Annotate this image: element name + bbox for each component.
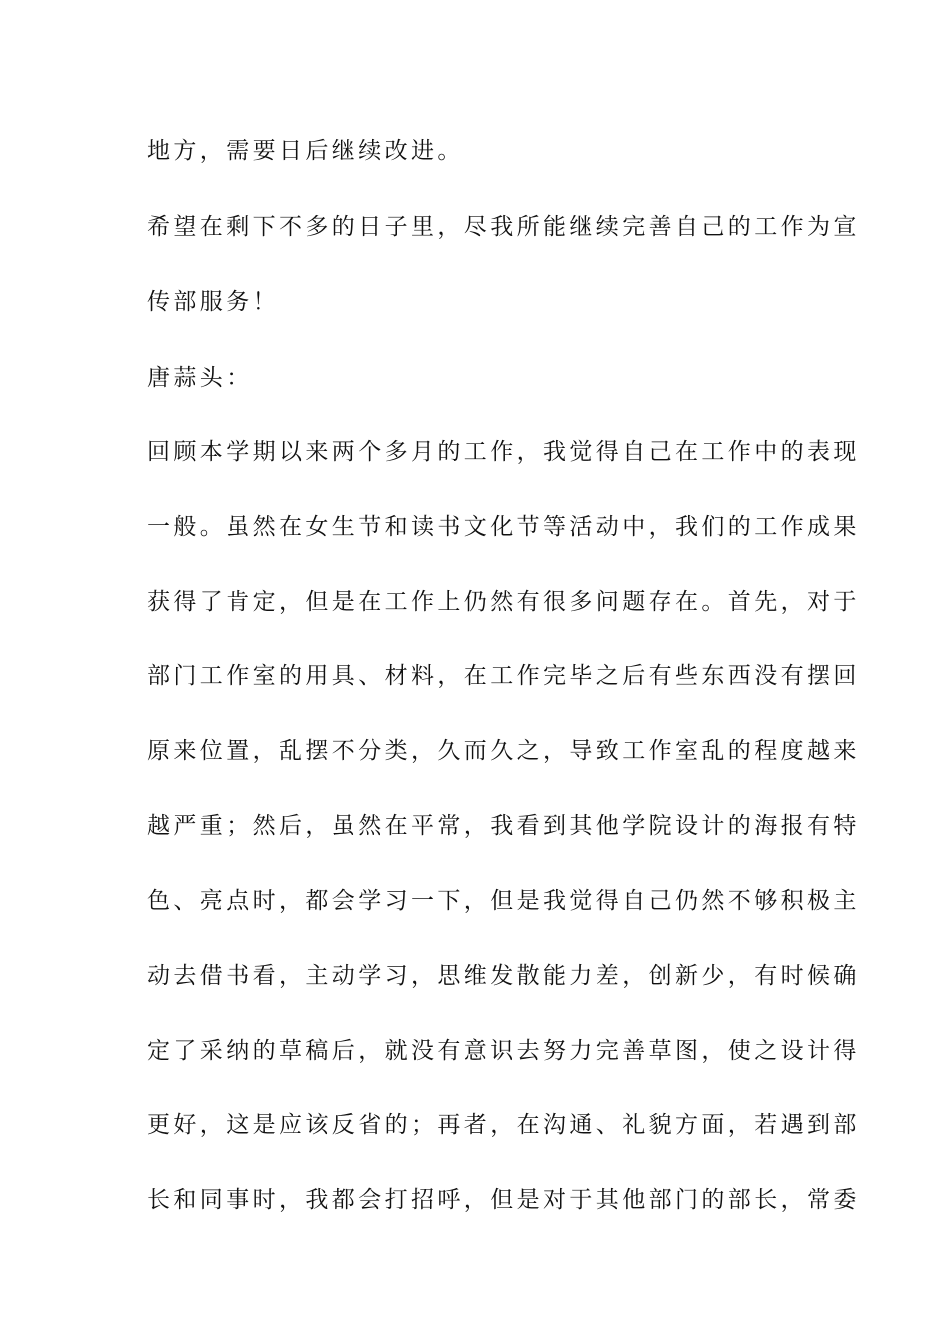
text-line: 越严重；然后，虽然在平常，我看到其他学院设计的海报有特 <box>147 813 860 839</box>
text-line: 希望在剩下不多的日子里，尽我所能继续完善自己的工作为宣 <box>147 214 860 240</box>
text-line: 更好，这是应该反省的；再者，在沟通、礼貌方面，若遇到部 <box>147 1112 860 1138</box>
text-line: 色、亮点时，都会学习一下，但是我觉得自己仍然不够积极主 <box>147 888 860 914</box>
text-line: 长和同事时，我都会打招呼，但是对于其他部门的部长，常委 <box>147 1187 860 1213</box>
text-line: 地方，需要日后继续改进。 <box>147 138 464 164</box>
text-line: 动去借书看，主动学习，思维发散能力差，创新少，有时候确 <box>147 963 860 989</box>
text-line: 定了采纳的草稿后，就没有意识去努力完善草图，使之设计得 <box>147 1038 860 1064</box>
text-line: 回顾本学期以来两个多月的工作，我觉得自己在工作中的表现 <box>147 439 860 465</box>
text-line: 部门工作室的用具、材料，在工作完毕之后有些东西没有摆回 <box>147 663 860 689</box>
speaker-name: 唐蒜头： <box>147 365 253 391</box>
text-line: 获得了肯定，但是在工作上仍然有很多问题存在。首先，对于 <box>147 589 860 615</box>
text-line: 传部服务！ <box>147 289 279 315</box>
text-line: 一般。虽然在女生节和读书文化节等活动中，我们的工作成果 <box>147 514 860 540</box>
text-line: 原来位置，乱摆不分类，久而久之，导致工作室乱的程度越来 <box>147 738 860 764</box>
